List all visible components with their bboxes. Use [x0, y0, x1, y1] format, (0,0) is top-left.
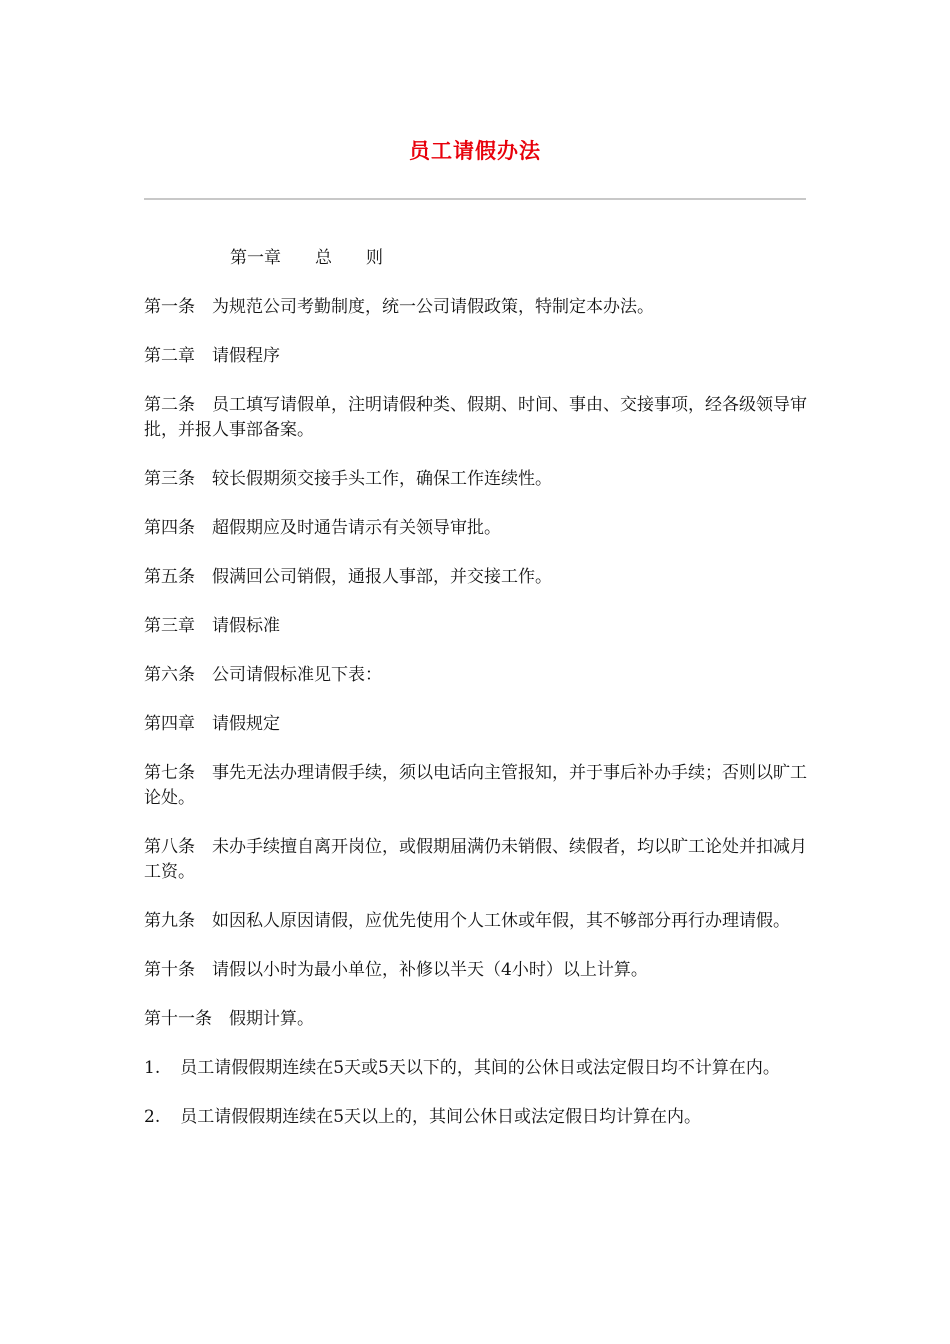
article-label: 第五条	[144, 567, 195, 587]
document-body	[144, 246, 810, 1154]
paragraph	[144, 909, 810, 934]
article-text: 较长假期须交接手头工作，确保工作连续性。	[212, 469, 552, 489]
article-text: 公司请假标准见下表：	[212, 665, 382, 685]
title-divider	[144, 198, 806, 200]
paragraph	[144, 835, 810, 885]
chapter-text: 请假程序	[212, 346, 280, 366]
paragraph	[144, 663, 810, 688]
chapter-text: 请假标准	[212, 616, 280, 636]
article-label: 第一条	[144, 297, 195, 317]
article-text: 请假以小时为最小单位，补修以半天（4小时）以上计算。	[212, 960, 648, 980]
paragraph	[144, 761, 810, 811]
article-text: 如因私人原因请假，应优先使用个人工休或年假，其不够部分再行办理请假。	[212, 911, 790, 931]
article-text: 假满回公司销假，通报人事部，并交接工作。	[212, 567, 552, 587]
paragraph	[144, 467, 810, 492]
list-text: 员工请假假期连续在5天或5天以下的，其间的公休日或法定假日均不计算在内。	[180, 1058, 780, 1078]
chapter-word: 总	[315, 248, 332, 268]
article-text: 员工填写请假单，注明请假种类、假期、时间、事由、交接事项，经各级领导审批，并报人事部备案。	[144, 395, 807, 440]
article-text: 假期计算。	[229, 1009, 314, 1029]
article-text: 超假期应及时通告请示有关领导审批。	[212, 518, 501, 538]
chapter-heading	[144, 712, 810, 737]
chapter-word: 则	[366, 248, 383, 268]
list-number: 1.	[144, 1058, 161, 1078]
article-text: 未办手续擅自离开岗位，或假期届满仍未销假、续假者，均以旷工论处并扣减月工资。	[144, 837, 807, 882]
chapter-label: 第三章	[144, 616, 195, 636]
paragraph	[144, 393, 810, 443]
article-label: 第七条	[144, 763, 195, 783]
chapter-label: 第四章	[144, 714, 195, 734]
paragraph	[144, 516, 810, 541]
chapter-heading	[144, 246, 810, 271]
list-item	[144, 1105, 810, 1130]
article-label: 第三条	[144, 469, 195, 489]
document-title: 员工请假办法	[409, 139, 541, 163]
paragraph	[144, 295, 810, 320]
paragraph	[144, 958, 810, 983]
article-label: 第九条	[144, 911, 195, 931]
paragraph	[144, 1007, 810, 1032]
chapter-text: 请假规定	[212, 714, 280, 734]
chapter-label: 第一章	[230, 248, 281, 268]
chapter-label: 第二章	[144, 346, 195, 366]
list-number: 2.	[144, 1107, 161, 1127]
article-label: 第四条	[144, 518, 195, 538]
article-text: 为规范公司考勤制度，统一公司请假政策，特制定本办法。	[212, 297, 654, 317]
chapter-heading	[144, 344, 810, 369]
article-label: 第八条	[144, 837, 195, 857]
article-text: 事先无法办理请假手续，须以电话向主管报知，并于事后补办手续；否则以旷工论处。	[144, 763, 807, 808]
list-item	[144, 1056, 810, 1081]
article-label: 第二条	[144, 395, 195, 415]
article-label: 第十条	[144, 960, 195, 980]
article-label: 第十一条	[144, 1009, 212, 1029]
list-text: 员工请假假期连续在5天以上的，其间公休日或法定假日均计算在内。	[180, 1107, 702, 1127]
chapter-heading	[144, 614, 810, 639]
paragraph	[144, 565, 810, 590]
article-label: 第六条	[144, 665, 195, 685]
